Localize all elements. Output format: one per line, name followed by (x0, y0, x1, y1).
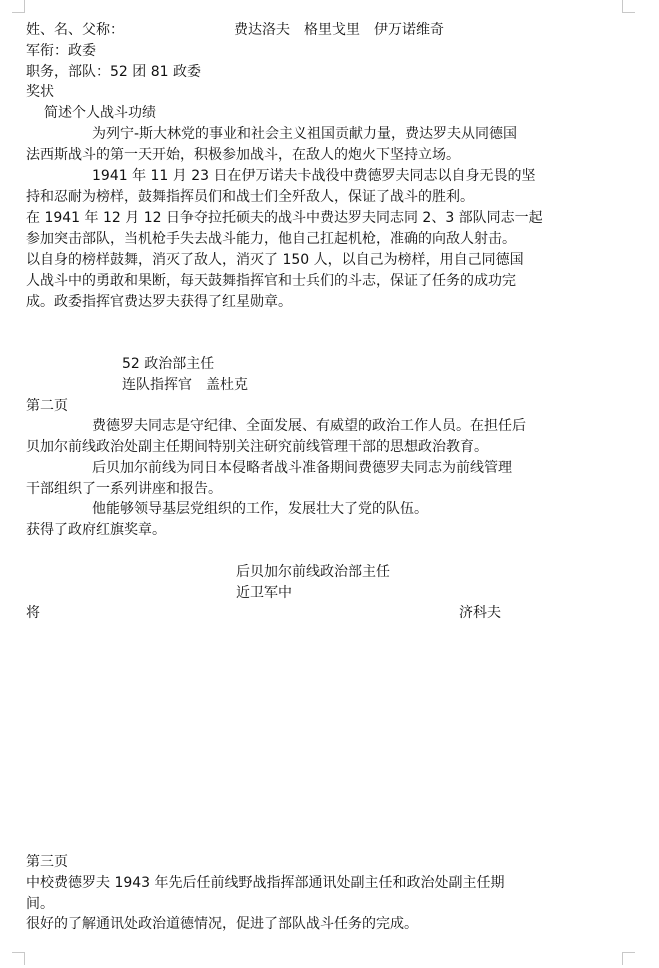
signature-title: 52 政治部主任 (122, 356, 215, 372)
award-heading: 奖状 (26, 84, 54, 100)
body-line: 间。 (26, 896, 54, 912)
body-line: 持和忍耐为榜样，鼓舞指挥员们和战士们全歼敌人，保证了战斗的胜利。 (26, 189, 474, 205)
body-line: 获得了政府红旗奖章。 (26, 522, 166, 538)
page-three-label: 第三页 (26, 854, 68, 870)
page-two-label: 第二页 (26, 398, 68, 414)
body-line: 为列宁-斯大林党的事业和社会主义祖国贡献力量，费达罗夫从同德国 (92, 126, 518, 142)
signature-rank: 近卫军中 (236, 585, 292, 601)
body-line: 以自身的榜样鼓舞，消灭了敌人，消灭了 150 人，以自己为榜样，用自己同德国 (26, 252, 524, 268)
body-line: 费德罗夫同志是守纪律、全面发展、有威望的政治工作人员。在担任后 (92, 418, 526, 434)
margin-corner-mark (12, 952, 25, 965)
body-line: 很好的了解通讯处政治道德情况，促进了部队战斗任务的完成。 (26, 916, 418, 932)
body-line: 在 1941 年 12 月 12 日争夺拉托硕夫的战斗中费达罗夫同志同 2、3 部队同志一起 (26, 210, 543, 226)
signature-name: 连队指挥官 盖杜克 (122, 377, 248, 393)
signature-title: 后贝加尔前线政治部主任 (236, 564, 390, 580)
margin-corner-mark (622, 952, 635, 965)
margin-corner-mark (622, 0, 635, 13)
name-label: 姓、名、父称： (26, 22, 124, 38)
signature-rank-suffix: 将 (26, 605, 40, 621)
body-line: 他能够领导基层党组织的工作，发展壮大了党的队伍。 (92, 501, 428, 517)
body-line: 1941 年 11 月 23 日在伊万诺夫卡战役中费德罗夫同志以自身无畏的坚 (92, 168, 536, 184)
body-line: 参加突击部队，当机枪手失去战斗能力，他自己扛起机枪，准确的向敌人射击。 (26, 231, 516, 247)
body-line: 后贝加尔前线为同日本侵略者战斗准备期间费德罗夫同志为前线管理 (92, 460, 512, 476)
body-line: 成。政委指挥官费达罗夫获得了红星勋章。 (26, 294, 292, 310)
rank-line: 军衔：政委 (26, 43, 96, 59)
signature-name: 济科夫 (459, 605, 501, 621)
person-name: 费达洛夫 格里戈里 伊万诺维奇 (234, 22, 444, 38)
body-line: 中校费德罗夫 1943 年先后任前线野战指挥部通讯处副主任和政治处副主任期 (26, 875, 505, 891)
body-line: 人战斗中的勇敢和果断，每天鼓舞指挥官和士兵们的斗志，保证了任务的成功完 (26, 273, 516, 289)
post-line: 职务，部队：52 团 81 政委 (26, 64, 201, 80)
summary-heading: 简述个人战斗功绩 (44, 105, 156, 121)
margin-corner-mark (12, 0, 25, 13)
body-line: 法西斯战斗的第一天开始，积极参加战斗，在敌人的炮火下坚持立场。 (26, 147, 460, 163)
body-line: 贝加尔前线政治处副主任期间特别关注研究前线管理干部的思想政治教育。 (26, 439, 488, 455)
body-line: 干部组织了一系列讲座和报告。 (26, 481, 222, 497)
